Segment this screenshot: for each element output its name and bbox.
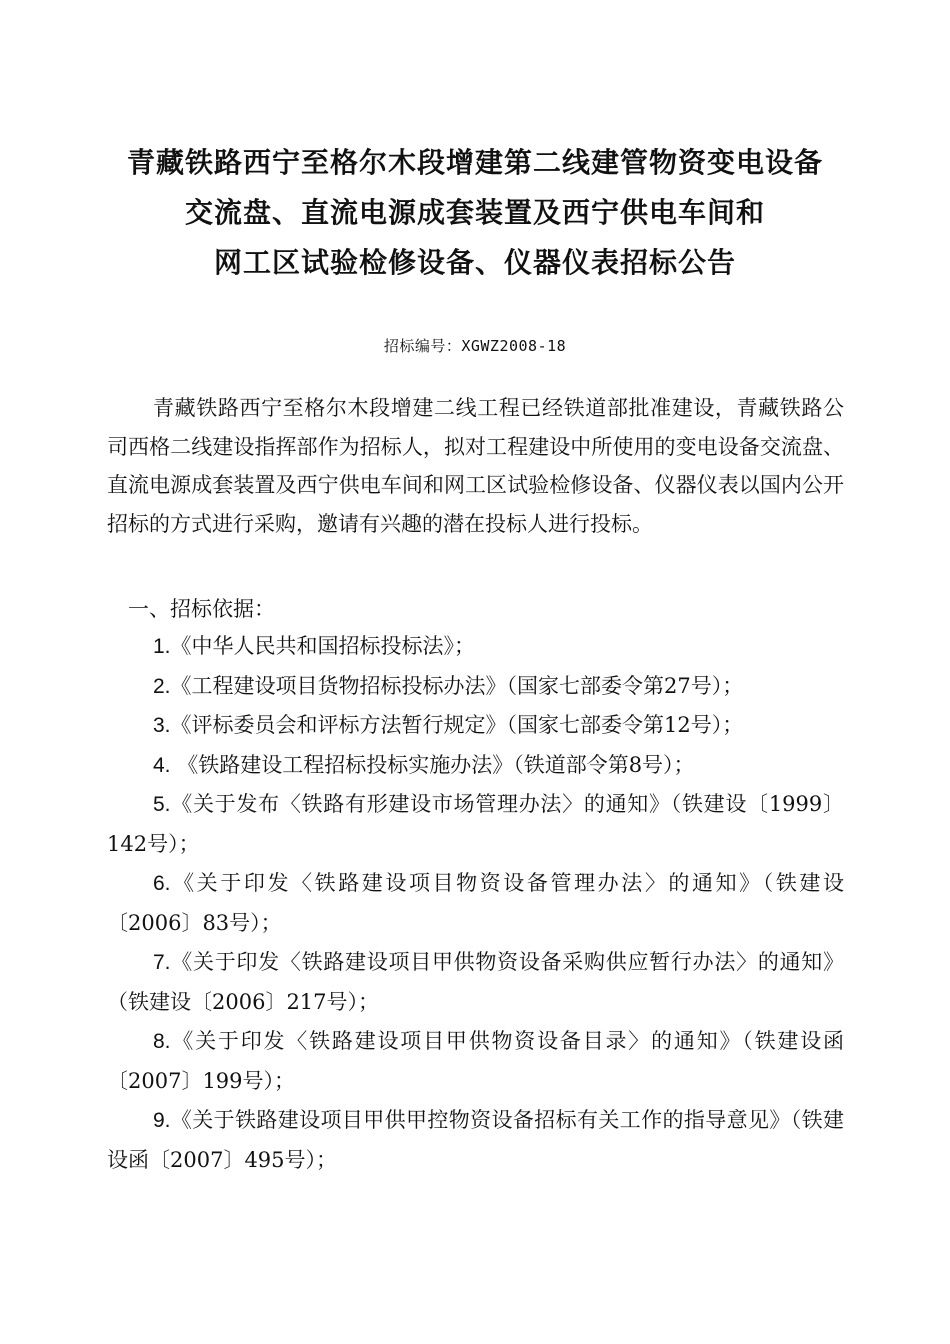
list-item (107, 706, 844, 746)
title-line-1: 青藏铁路西宁至格尔木段增建第二线建管物资变电设备 (126, 146, 823, 179)
title-line-3: 网工区试验检修设备、仪器仪表招标公告 (213, 246, 736, 279)
list-item (107, 1101, 844, 1180)
list-item-number: 5. (153, 793, 171, 816)
list-item-text: 《关于发布〈铁路有形建设市场管理办法〉的通知》（铁建设〔1999〕142号）； (107, 792, 844, 856)
list-item-number: 4. (153, 753, 171, 777)
list-item-text: 《关于印发〈铁路建设项目甲供物资设备目录〉的通知》（铁建设函〔2007〕199号）； (107, 1029, 844, 1093)
list-item-number: 2. (153, 674, 171, 698)
list-item (107, 785, 844, 864)
list-item-number: 9. (153, 1109, 171, 1132)
list-item-text: 《关于印发〈铁路建设项目物资设备管理办法〉的通知》（铁建设〔2006〕83号）； (107, 871, 844, 935)
list-item-text: 《评标委员会和评标方法暂行规定》（国家七部委令第12号）； (170, 713, 744, 737)
list-item-number: 1. (153, 635, 171, 658)
list-item (107, 627, 844, 667)
section-heading-basis: 一、招标依据： (128, 597, 275, 621)
list-item-text: 《中华人民共和国招标投标法》； (170, 634, 476, 658)
list-item-number: 3. (153, 714, 171, 737)
list-item-text: 《铁路建设工程招标投标实施办法》（铁道部令第8号）； (170, 752, 695, 777)
basis-list (107, 627, 844, 1180)
list-item-text: 《关于印发〈铁路建设项目甲供物资设备采购供应暂行办法〉的通知》（铁建设〔2006〕217号）； (107, 950, 844, 1014)
list-item-number: 7. (153, 951, 171, 974)
list-item-number: 8. (153, 1030, 171, 1053)
title-line-2: 交流盘、直流电源成套装置及西宁供电车间和 (184, 196, 765, 229)
tender-number: 招标编号：XGWZ2008-18 (383, 337, 567, 355)
list-item-number: 6. (153, 872, 171, 895)
intro-paragraph: 青藏铁路西宁至格尔木段增建二线工程已经铁道部批准建设，青藏铁路公司西格二线建设指挥部作为招标人，拟对工程建设中所使用的变电设备交流盘、直流电源成套装置及西宁供电车间和网工区试验检修设备、仪器仪表以国内公开招标的方式进行采购，邀请有兴趣的潜在投标人进行投标。 (107, 396, 844, 536)
list-item-text: 《关于铁路建设项目甲供甲控物资设备招标有关工作的指导意见》（铁建设函〔2007〕495号）； (107, 1108, 844, 1172)
list-item (107, 864, 844, 943)
list-item (107, 667, 844, 707)
list-item (107, 1022, 844, 1101)
list-item-text: 《工程建设项目货物招标投标办法》（国家七部委令第27号）； (170, 673, 744, 698)
list-item (107, 943, 844, 1022)
list-item (107, 746, 844, 786)
